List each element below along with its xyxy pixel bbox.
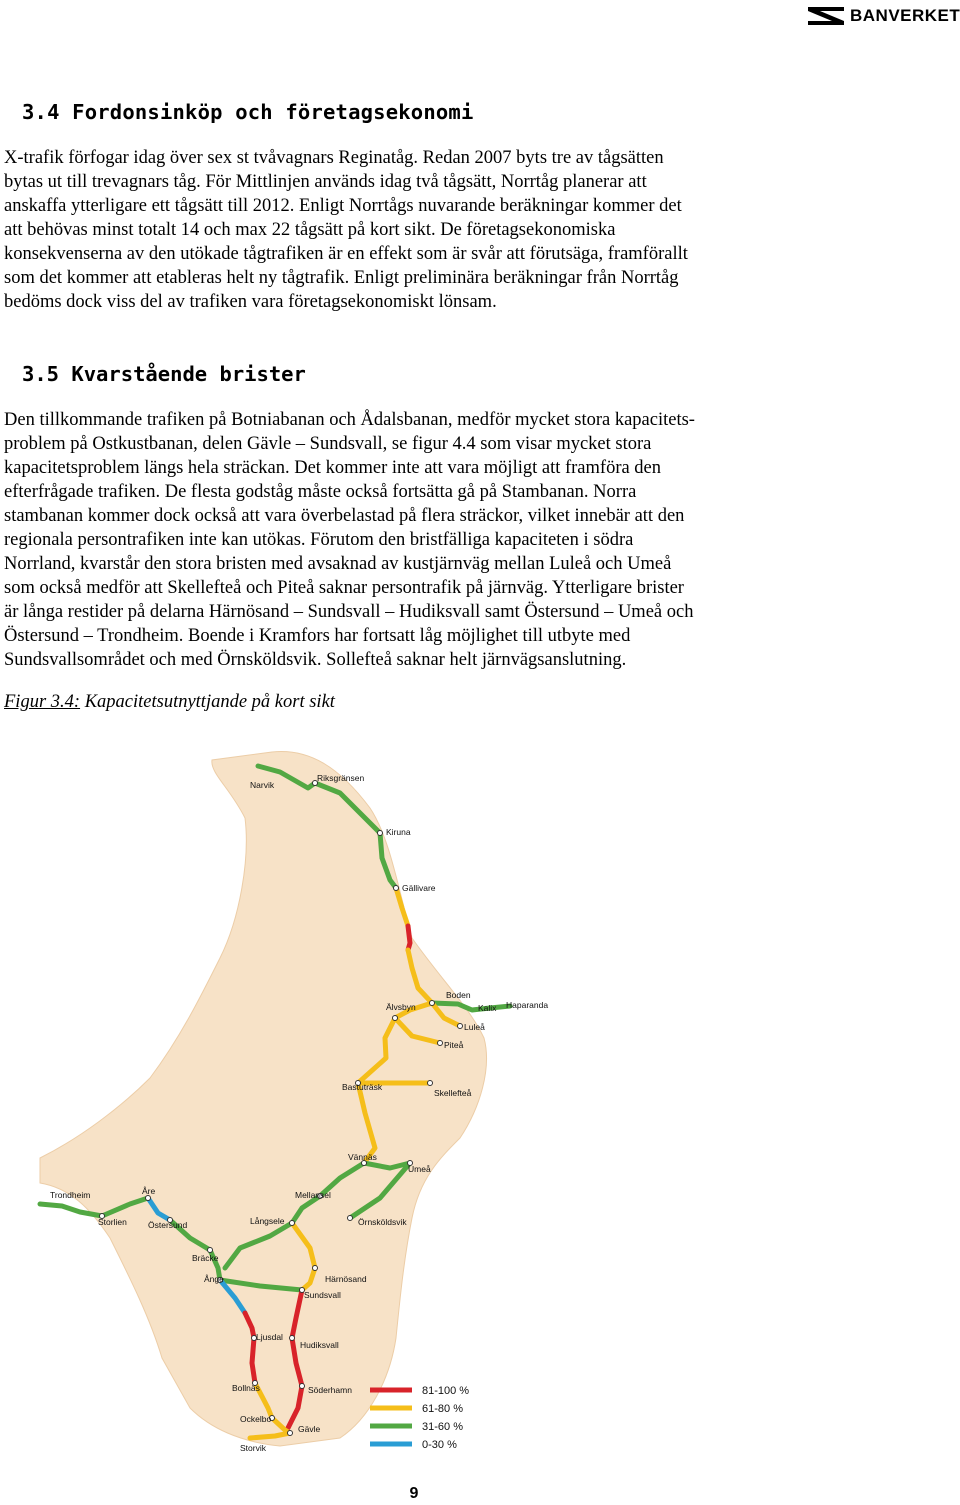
paragraph-line: efterfrågade trafiken. De flesta godståg måste också fortsätta gå på Stambanan. Norra [4,482,637,502]
map-legend [370,1385,469,1451]
place-label: Ockelbo [240,1414,272,1424]
place-label: Hudiksvall [300,1340,339,1350]
capacity-map [40,738,549,1453]
place-label: Ånge [204,1274,224,1284]
paragraph-line: som också medför att Skellefteå och Piteå saknar persontrafik på järnväg. Ytterligare brister [4,578,684,598]
place-label: Söderhamn [308,1385,352,1395]
place-label: Kiruna [386,827,411,837]
place-label: Riksgränsen [317,773,365,783]
place-label: Vännäs [348,1152,377,1162]
legend-label: 81-100 % [422,1385,470,1397]
place-label: Bräcke [192,1253,219,1263]
place-label: Skellefteå [434,1088,472,1098]
paragraph-line: konsekvenserna av den utökade tågtrafiken är en effekt som är svår att förutsäga, framförallt [4,244,688,264]
paragraph-line: anskaffa ytterligare ett tågsätt till 2012. Enligt Norrtågs nuvarande beräkningar kommer det [4,196,682,216]
banverket-logo-icon [806,4,846,28]
legend-label: 0-30 % [422,1439,457,1451]
paragraph-line: att behövas minst totalt 14 och max 22 tågsätt på kort sikt. De företagsekonomiska [4,220,616,240]
paragraph-line: X-trafik förfogar idag över sex st tvåvagnars Reginatåg. Redan 2007 byts tre av tågsätten [4,148,664,168]
section-3-5-paragraph [4,408,954,672]
paragraph-line: är långa restider på delarna Härnösand – Sundsvall – Hudiksvall samt Östersund – Umeå och [4,602,694,622]
place-label: Storlien [98,1217,127,1227]
rail-gallivare-south-red [408,926,410,950]
place-label: Bollnäs [232,1383,260,1393]
section-heading-3-5: 3.5 Kvarstående brister [22,362,306,386]
place-label: Älvsbyn [386,1002,416,1012]
place-label: Långsele [250,1216,285,1226]
section-3-4-paragraph [4,146,954,314]
legend-label: 61-80 % [422,1403,463,1415]
paragraph-line: Sundsvallsområdet och med Örnsköldsvik. Sollefteå saknar helt järnvägsanslutning. [4,650,627,670]
paragraph-line: Den tillkommande trafiken på Botniabanan och Ådalsbanan, medför mycket stora kapacitets- [4,410,695,430]
place-label: Haparanda [506,1000,549,1010]
paragraph-line: problem på Ostkustbanan, delen Gävle – Sundsvall, se figur 4.4 som visar mycket stora [4,434,652,454]
paragraph-line: Norrland, kvarstår den stora bristen med avsaknad av kustjärnväg mellan Luleå och Umeå [4,554,672,574]
place-label: Kalix [478,1003,497,1013]
paragraph-line: bytas ut till trevagnars tåg. För Mittlinjen används idag två tågsätt, Norrtåg planerar att [4,172,647,192]
place-label: Härnösand [325,1274,367,1284]
banverket-logo [806,4,960,28]
paragraph-line: stambanan kommer dock också att vara överbelastad på flera sträckor, vilket innebär att den [4,506,685,526]
legend-label: 31-60 % [422,1421,463,1433]
place-label: Umeå [408,1164,431,1174]
place-label: Ljusdal [256,1332,283,1342]
paragraph-line: bedöms dock viss del av trafiken vara företagsekonomiskt lönsam. [4,292,497,312]
banverket-logo-text: BANVERKET [850,6,960,25]
rail-ljusdal-bollnas [252,1338,255,1383]
place-label: Östersund [148,1220,188,1230]
place-label: Sundsvall [304,1290,341,1300]
figure-label: Figur 3.4: [4,692,81,712]
place-label: Trondheim [50,1190,91,1200]
page-number: 9 [409,1485,419,1502]
place-label: Mellansel [295,1190,331,1200]
place-label: Boden [446,990,471,1000]
section-heading-3-4: 3.4 Fordonsinköp och företagsekonomi [22,100,474,124]
place-label: Luleå [464,1022,485,1032]
paragraph-line: kapacitetsproblem längs hela sträckan. Det kommer inte att vara möjligt att framföra den [4,458,662,478]
figure-title: Kapacitetsutnyttjande på kort sikt [80,692,335,712]
paragraph-line: som det kommer att etableras helt ny tågtrafik. Enligt preliminära beräkningar från Norrtåg [4,268,679,288]
figure-caption [4,692,335,713]
paragraph-line: Östersund – Trondheim. Boende i Kramfors har fortsatt låg möjlighet till utbyte med [4,626,631,646]
place-label: Storvik [240,1443,266,1453]
place-label: Bastuträsk [342,1082,383,1092]
place-label: Gävle [298,1424,321,1434]
place-label: Narvik [250,780,275,790]
place-label: Åre [142,1186,156,1196]
paragraph-line: regionala persontrafiken inte kan utökas. Förutom den bristfälliga kapaciteten i södra [4,530,634,550]
place-label: Gällivare [402,883,436,893]
place-label: Piteå [444,1040,464,1050]
place-label: Örnsköldsvik [358,1217,407,1227]
